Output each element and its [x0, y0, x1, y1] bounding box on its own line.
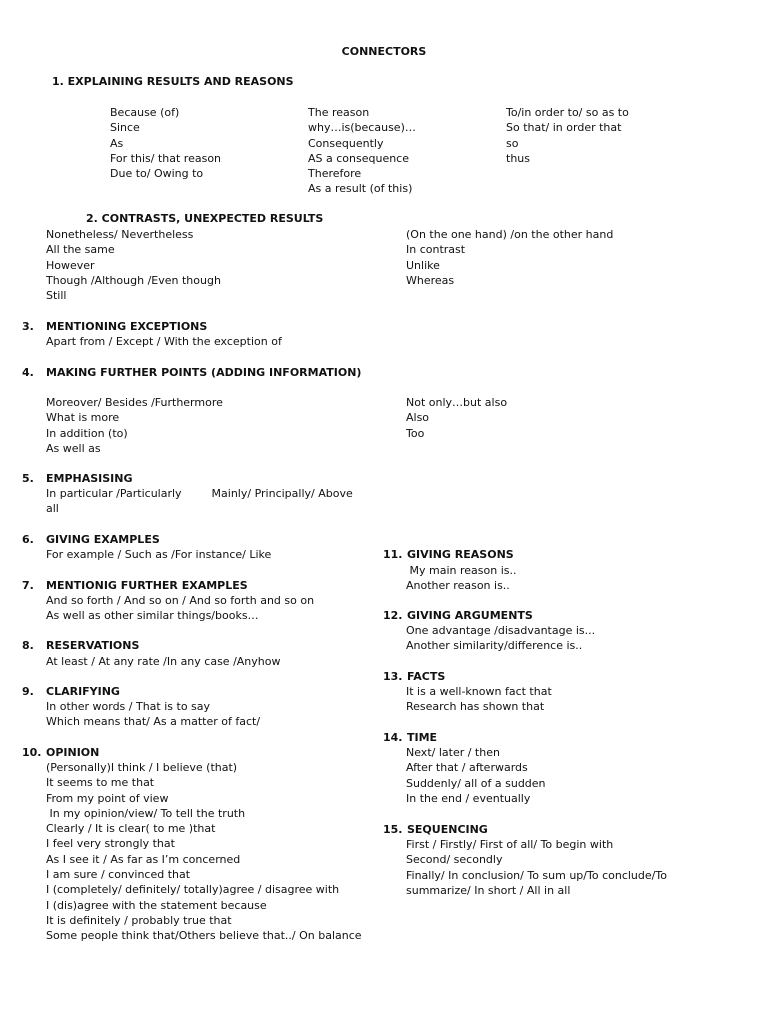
section-number: 5.: [22, 472, 34, 485]
section-title: GIVING EXAMPLES: [46, 533, 160, 546]
section-7-body: [46, 593, 314, 624]
section-number: 6.: [22, 533, 34, 546]
list-item: In addition (to): [46, 426, 128, 440]
list-item: As a result (of this): [308, 182, 413, 196]
section-12-heading: [383, 608, 533, 623]
section-title: OPINION: [46, 746, 100, 759]
list-item: Clearly / It is clear( to me )that: [46, 822, 216, 836]
list-item: Also: [406, 411, 430, 425]
section-number: 15.: [383, 823, 403, 836]
section-1-col-1: [110, 105, 221, 181]
list-item: I am sure / convinced that: [46, 868, 191, 882]
list-item: (Personally)I think / I believe (that): [46, 761, 238, 774]
list-item: At least / At any rate /In any case /Anyhow: [46, 655, 281, 668]
section-14-body: [406, 745, 546, 806]
list-item: Though /Although /Even though: [46, 273, 221, 287]
section-title: TIME: [407, 731, 438, 744]
list-item: It seems to me that: [46, 776, 155, 790]
section-13-heading: [383, 669, 445, 684]
list-item: One advantage /disadvantage is...: [406, 624, 596, 637]
section-10-heading: [22, 745, 99, 760]
section-2-left: [46, 227, 221, 303]
list-item: I (dis)agree with the statement because: [46, 898, 267, 912]
list-item: In particular /Particularly: [46, 487, 182, 500]
list-item: Suddenly/ all of a sudden: [406, 776, 546, 790]
list-item: Not only…but also: [406, 396, 508, 409]
section-15-body: [406, 837, 667, 898]
list-item: Next/ later / then: [406, 746, 500, 759]
list-item: After that / afterwards: [406, 761, 528, 775]
section-14-heading: [383, 730, 437, 745]
section-7-heading: [22, 578, 248, 593]
section-title: CLARIFYING: [46, 685, 120, 698]
section-5-heading: [22, 471, 133, 486]
section-number: 14.: [383, 731, 403, 744]
list-item: To/in order to/ so as to: [506, 106, 629, 119]
section-5-body: [46, 486, 353, 517]
list-item: In my opinion/view/ To tell the truth: [46, 806, 246, 820]
list-item: why…is(because)…: [308, 121, 416, 135]
section-1-col-2: [308, 105, 416, 197]
list-item: (On the one hand) /on the other hand: [406, 228, 614, 241]
list-item: Therefore: [308, 167, 362, 181]
section-4-heading: [22, 365, 361, 380]
section-title: GIVING ARGUMENTS: [407, 609, 533, 622]
section-title: MENTIONING EXCEPTIONS: [46, 320, 208, 333]
list-item: In other words / That is to say: [46, 700, 211, 713]
section-8-body: [46, 654, 280, 669]
list-item: Moreover/ Besides /Furthermore: [46, 396, 223, 409]
list-item: For example / Such as /For instance/ Like: [46, 548, 272, 561]
list-item: Because (of): [110, 106, 180, 119]
section-title: GIVING REASONS: [407, 548, 514, 561]
list-item: It is a well-known fact that: [406, 685, 552, 698]
list-item: And so forth / And so on / And so forth and so on: [46, 594, 315, 607]
list-item: First / Firstly/ First of all/ To begin with: [406, 838, 614, 851]
section-number: 12.: [383, 609, 403, 622]
section-10-body: [46, 760, 362, 944]
list-item: Another reason is..: [406, 579, 510, 593]
list-item: I (completely/ definitely/ totally)agree / disagree with: [46, 883, 340, 897]
section-number: 7.: [22, 579, 34, 592]
section-2-right: [406, 227, 613, 288]
list-item: Finally/ In conclusion/ To sum up/To conclude/To: [406, 868, 667, 882]
list-item: Research has shown that: [406, 700, 545, 714]
list-item: Mainly/ Principally/ Above: [211, 487, 353, 500]
section-1-col-3: [506, 105, 629, 166]
list-item: Unlike: [406, 258, 440, 272]
section-number: 9.: [22, 685, 34, 698]
section-12-body: [406, 623, 595, 654]
list-item: From my point of view: [46, 791, 169, 805]
list-item: Which means that/ As a matter of fact/: [46, 715, 261, 729]
list-item: What is more: [46, 411, 120, 425]
section-3-body: [46, 334, 282, 349]
section-title: FACTS: [407, 670, 446, 683]
list-item: Still: [46, 289, 67, 303]
list-item: thus: [506, 151, 530, 165]
section-title: SEQUENCING: [407, 823, 488, 836]
list-item: Some people think that/Others believe that../ On balance: [46, 929, 362, 943]
list-item: all: [46, 502, 59, 516]
section-13-body: [406, 684, 552, 715]
section-6-body: [46, 547, 271, 562]
section-number: 10.: [22, 746, 42, 759]
section-number: 8.: [22, 639, 34, 652]
section-9-heading: [22, 684, 120, 699]
list-item: As well as other similar things/books…: [46, 609, 259, 623]
section-6-heading: [22, 532, 160, 547]
section-1-heading: 1. EXPLAINING RESULTS AND REASONS: [52, 75, 294, 88]
section-number: 3.: [22, 320, 34, 333]
section-4-right: [406, 395, 507, 441]
list-item: My main reason is..: [406, 564, 517, 577]
list-item: In contrast: [406, 243, 466, 257]
list-item: In the end / eventually: [406, 791, 531, 805]
section-9-body: [46, 699, 260, 730]
section-number: 11.: [383, 548, 403, 561]
section-15-heading: [383, 822, 488, 837]
list-item: so: [506, 136, 519, 150]
section-11-heading: [383, 547, 514, 562]
list-item: Since: [110, 121, 140, 135]
section-title: MENTIONIG FURTHER EXAMPLES: [46, 579, 248, 592]
section-4-left: [46, 395, 223, 456]
list-item: The reason: [308, 106, 370, 119]
list-item: Due to/ Owing to: [110, 167, 204, 181]
list-item: Consequently: [308, 136, 384, 150]
section-number: 13.: [383, 670, 403, 683]
section-8-heading: [22, 638, 139, 653]
list-item: Too: [406, 426, 425, 440]
list-item: Whereas: [406, 273, 455, 287]
list-item: As: [110, 136, 124, 150]
page-title: CONNECTORS: [341, 45, 427, 58]
list-item: Apart from / Except / With the exception of: [46, 335, 282, 348]
section-title: RESERVATIONS: [46, 639, 140, 652]
list-item: As I see it / As far as I’m concerned: [46, 852, 241, 866]
list-item: summarize/ In short / All in all: [406, 883, 571, 897]
list-item: It is definitely / probably true that: [46, 913, 232, 927]
list-item: However: [46, 258, 95, 272]
list-item: As well as: [46, 441, 101, 455]
list-item: I feel very strongly that: [46, 837, 175, 851]
list-item: All the same: [46, 243, 115, 257]
section-number: 4.: [22, 366, 34, 379]
section-11-body: [406, 563, 516, 594]
section-title: MAKING FURTHER POINTS (ADDING INFORMATION): [46, 366, 362, 379]
list-item: Another similarity/difference is..: [406, 639, 583, 653]
list-item: Nonetheless/ Nevertheless: [46, 228, 194, 241]
list-item: For this/ that reason: [110, 151, 222, 165]
list-item: So that/ in order that: [506, 121, 622, 135]
section-2-heading: 2. CONTRASTS, UNEXPECTED RESULTS: [86, 212, 324, 225]
section-3-heading: [22, 319, 207, 334]
list-item: AS a consequence: [308, 151, 409, 165]
section-title: EMPHASISING: [46, 472, 133, 485]
list-item: Second/ secondly: [406, 853, 503, 867]
